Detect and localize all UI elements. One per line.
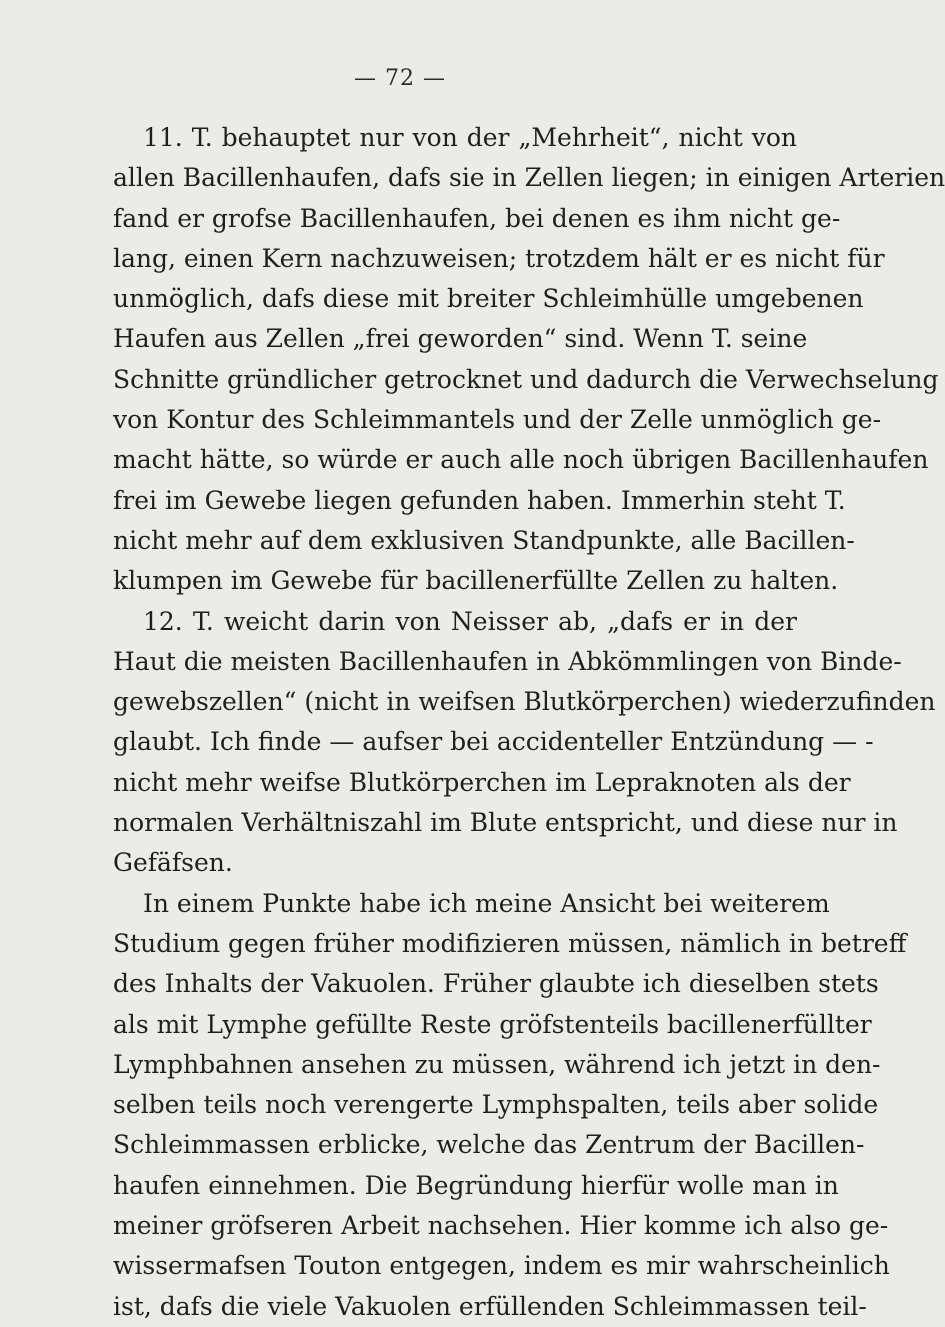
text-line: glaubt. Ich finde — aufser bei accidenteller Entzündung — - <box>113 727 874 757</box>
text-line: fand er grofse Bacillenhaufen, bei denen es ihm nicht ge- <box>113 203 841 233</box>
text-line-paragraph-11-start: 11. T. behauptet nur von der „Mehrheit“, nicht von <box>143 123 797 152</box>
text-line: von Kontur des Schleimmantels und der Zelle unmöglich ge- <box>113 405 882 435</box>
text-line: klumpen im Gewebe für bacillenerfüllte Zellen zu halten. <box>113 566 839 596</box>
text-line: nicht mehr weifse Blutkörperchen im Lepraknoten als der <box>113 767 851 797</box>
text-line: Studium gegen früher modifizieren müssen, nämlich in betreff <box>113 928 907 958</box>
page-number: — 72 — <box>354 66 446 91</box>
text-line: als mit Lymphe gefüllte Reste gröfstenteils bacillenerfüllter <box>113 1009 872 1039</box>
text-line: des Inhalts der Vakuolen. Früher glaubte ich dieselben stets <box>113 969 879 999</box>
text-line-paragraph-start: In einem Punkte habe ich meine Ansicht bei weiterem <box>143 888 830 918</box>
text-line: unmöglich, dafs diese mit breiter Schleimhülle umgebenen <box>113 284 864 314</box>
text-line: frei im Gewebe liegen gefunden haben. Immerhin steht T. <box>113 485 846 515</box>
text-line: Haut die meisten Bacillenhaufen in Abkömmlingen von Binde- <box>113 646 902 676</box>
body-text <box>113 118 945 1327</box>
text-line: Haufen aus Zellen „frei geworden“ sind. Wenn T. seine <box>113 324 808 354</box>
text-line: allen Bacillenhaufen, dafs sie in Zellen liegen; in einigen Arterien <box>113 163 945 193</box>
text-line: meiner gröfseren Arbeit nachsehen. Hier komme ich also ge- <box>113 1211 889 1241</box>
text-line: gewebszellen“ (nicht in weifsen Blutkörperchen) wiederzufinden <box>113 687 936 717</box>
text-line: haufen einnehmen. Die Begründung hierfür wolle man in <box>113 1170 839 1200</box>
text-line-paragraph-12-start: 12. T. weicht darin von Neisser ab, „dafs er in der <box>143 606 797 636</box>
text-line: Lymphbahnen ansehen zu müssen, während ich jetzt in den- <box>113 1049 881 1079</box>
text-line: normalen Verhältniszahl im Blute entspricht, und diese nur in <box>113 808 898 838</box>
text-line: selben teils noch verengerte Lymphspalten, teils aber solide <box>113 1090 879 1120</box>
text-line: Gefäfsen. <box>113 848 233 878</box>
text-line: Schnitte gründlicher getrocknet und dadurch die Verwechselung <box>113 364 939 394</box>
text-line: lang, einen Kern nachzuweisen; trotzdem hält er es nicht für <box>113 243 885 273</box>
text-line: nicht mehr auf dem exklusiven Standpunkte, alle Bacillen- <box>113 525 855 555</box>
text-line: macht hätte, so würde er auch alle noch übrigen Bacillenhaufen <box>113 445 929 475</box>
text-line: wissermafsen Touton entgegen, indem es mir wahrscheinlich <box>113 1251 890 1281</box>
text-line: Schleimmassen erblicke, welche das Zentrum der Bacillen- <box>113 1130 865 1160</box>
text-line: ist, dafs die viele Vakuolen erfüllenden Schleimmassen teil- <box>113 1291 867 1321</box>
